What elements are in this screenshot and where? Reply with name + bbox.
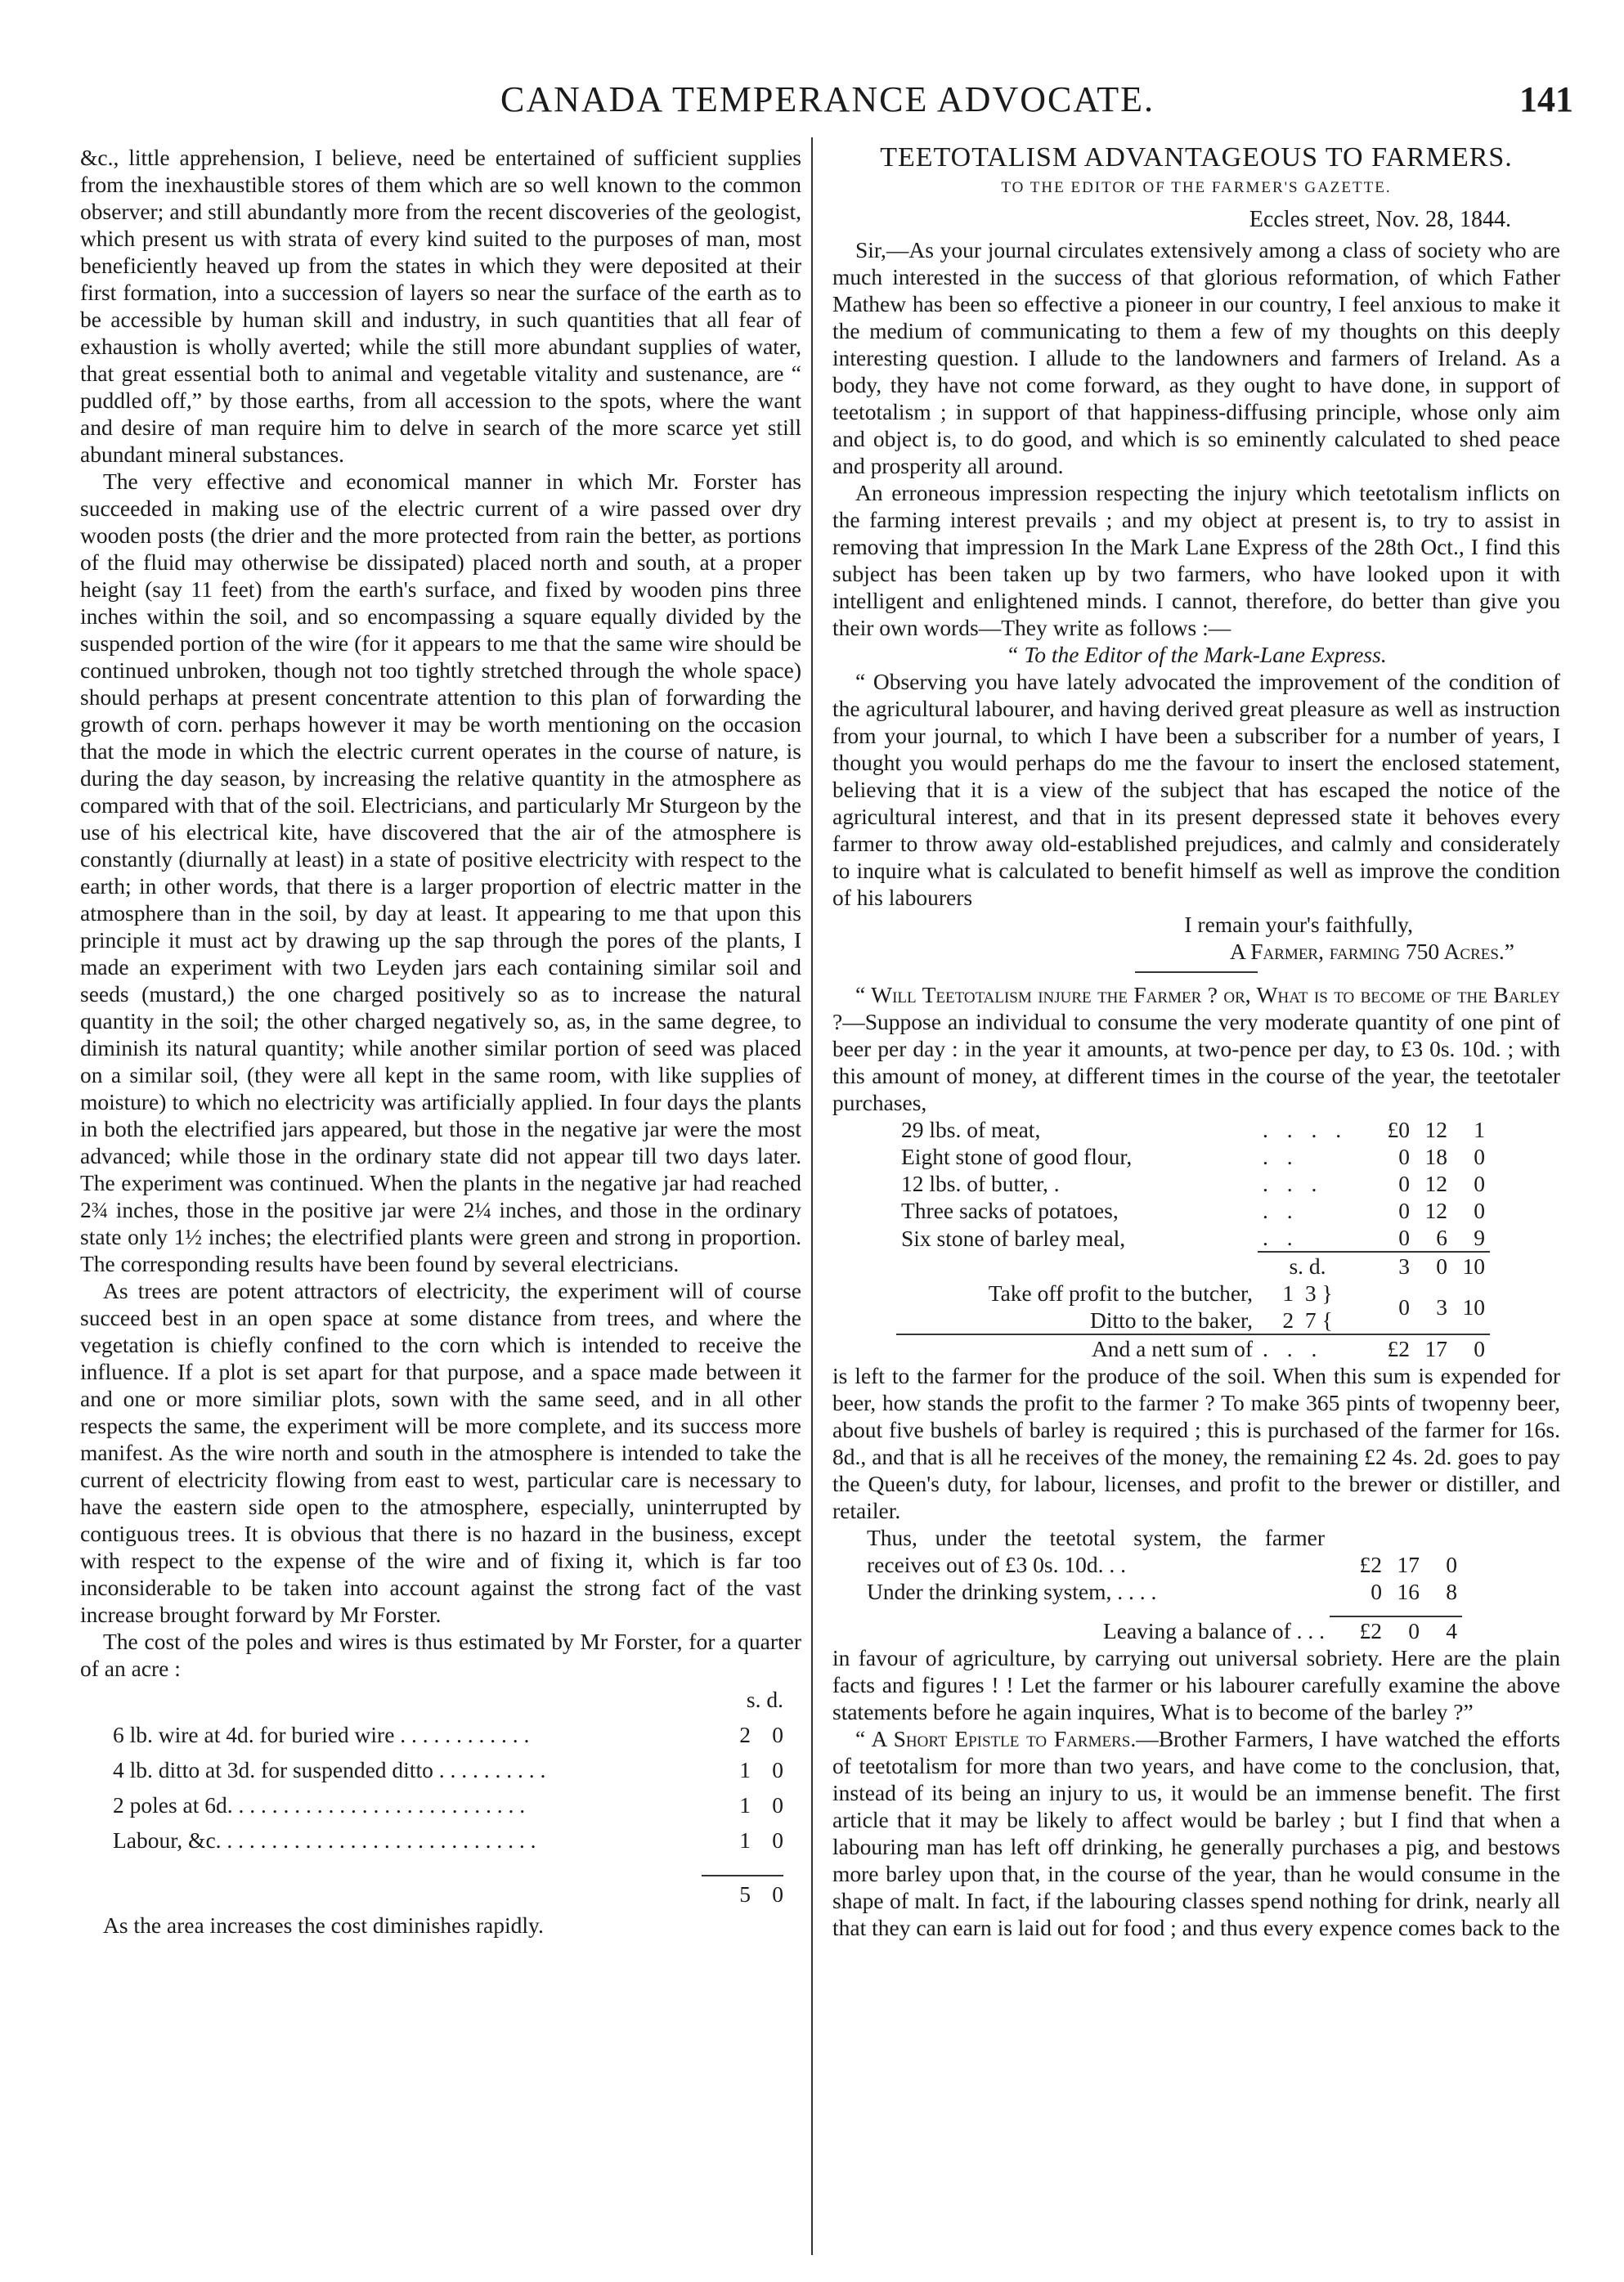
paragraph: An erroneous impression respecting the injury which teetotalism inflicts on the farming interest prevails ; and my object at present is, to try to assist in removing that impression In the Mark Lane Express of the 28th Oct., I find this subject has been taken up by two farmers, who have looked upon it with intelligent and enlightened minds. I cannot, therefore, do better than give you their own words—They write as follows :— [832,480,1560,640]
paragraph: &c., little apprehension, I believe, need be entertained of sufficient supplies from the inexhaustible stores of them which are so well known to the common observer; and still abundantly more from the recent discoveries of the geologist, which present us with strata of every kind suited to the purposes of man, most beneficiently heaved up from the states in which they were deposited at their first formation, into a succession of layers so near the surface of the earth as to be accessible by human skill and industry, in such quantities that all fear of exhaustion is wholly averted; while the still more abundant supplies of water, that great essential both to animal and vegetable vitality and sustenance, are “ puddled off,” by those earths, from all accession to the spots, where the want and desire of man require him to delve in search of the more scarce yet still abundant mineral substances. [80,145,801,467]
butcher-label: Take off profit to the butcher, [988,1280,1253,1306]
cost-table [113,1682,783,1912]
balance-l: £2 [1359,1618,1382,1643]
paragraph: As trees are potent attractors of electricity, the experiment will of course succeed best in an open space at some distance from trees, and where the vegetation is chiefly confined to the corn which is intended to receive the influence. If a plot is set apart for that purpose, and a space made between it and one or more similiar plots, sown with the same seed, and in all other respects the same, the experiment will be more complete, and its success more manifest. As the wire north and south in the atmosphere is intended to take the current of electricity flowing from east to west, particular care is necessary to have the eastern side open to the atmosphere, especially, uninterrupted by contiguous trees. It is obvious that there is no hazard in the business, except with respect to the expense of the wire and of fixing it, which is far too inconsiderable to be taken into account against the strong fact of the vast increase brought forward by Mr Forster. [80,1278,801,1627]
cost-row [113,1717,783,1752]
cost-s: 2 [739,1722,751,1747]
comparison-d: 8 [1446,1579,1457,1604]
baker-d: 7 [1304,1307,1317,1333]
page-header [82,78,1573,128]
ledger-dots: . . . [1263,1171,1324,1196]
ledger-s: 12 [1424,1117,1447,1142]
ledger-item: 29 lbs. of meat, [901,1117,1041,1142]
dateline: Eccles street, Nov. 28, 1844. [1249,207,1511,232]
ledger-subtotal-row [896,1252,1490,1280]
ledger-s: 6 [1436,1225,1447,1250]
ledger-row [896,1197,1490,1224]
paragraph [832,1725,1560,1941]
running-title: CANADA TEMPERANCE ADVOCATE. [500,79,1155,119]
purchases-table [896,1116,1490,1362]
paragraph: As the area increases the cost diminishes rapidly. [103,1912,544,1938]
column-divider [811,137,813,2255]
deduction-d: 10 [1462,1293,1485,1320]
butcher-d: 3 [1304,1280,1317,1306]
ledger-row [896,1224,1490,1252]
comparison-d: 0 [1446,1552,1457,1577]
baker-s: 2 [1282,1307,1294,1333]
paragraph [832,981,1560,1116]
nett-label: And a nett sum of [1091,1336,1253,1361]
ledger-l: 0 [1398,1144,1410,1169]
paragraph: The cost of the poles and wires is thus estimated by Mr Forster, for a quarter of an acre : [80,1629,801,1681]
cost-header: s. d. [746,1687,783,1712]
cost-s: 1 [739,1757,751,1782]
ledger-d: 0 [1474,1144,1485,1169]
ledger-l: 0 [1398,1198,1410,1223]
nett-l: £2 [1387,1336,1410,1361]
ledger-s: 18 [1424,1144,1447,1169]
ledger-d: 0 [1474,1198,1485,1223]
comparison-l: £2 [1359,1552,1382,1577]
cost-row [113,1787,783,1822]
comparison-row [862,1578,1462,1605]
comparison-s: 16 [1397,1579,1420,1604]
cost-total-s: 5 [702,1876,751,1912]
paragraph-body: —Suppose an individual to consume the very moderate quantity of one pint of beer per day : in the year it amounts, at two-pence per day, to £3 0s. 10d. ; with this amount of money, at different times in the course of the year, the teetotaler purchases, [832,1009,1560,1115]
cost-d: 0 [772,1792,783,1818]
signature: A Farmer, farming 750 Acres.” [1230,939,1514,964]
ledger-d: 0 [1474,1171,1485,1196]
comparison-row [862,1524,1462,1578]
cost-d: 0 [772,1722,783,1747]
comparison-item: Thus, under the teetotal system, the farmer receives out of £3 0s. 10d. . . [867,1525,1325,1577]
ledger-d: 1 [1474,1117,1485,1142]
paragraph-body: —Brother Farmers, I have watched the efforts of teetotalism for more than two years, and have come to the conclusion, that, instead of its being an injury to us, it would be an immense benefit. The first article that it may be likely to affect would be barley ; but I find that when a labouring man has left off drinking, he generally purchases a pig, and bestows more barley upon that, in the course of the year, than he would consume in the shape of malt. In fact, if the labouring classes spend nothing for drink, nearly all that they can earn is laid out for food ; and thus every expence comes back to the [832,1726,1560,1940]
ledger-s: 12 [1424,1171,1447,1196]
cost-item: 6 lb. wire at 4d. for buried wire . . . . . . . . . . . . [113,1722,530,1747]
cost-item: Labour, &c. . . . . . . . . . . . . . . . . . . . . . . . . . . . . [113,1827,536,1853]
nett-dots: . . . [1263,1336,1324,1361]
ledger-item: Six stone of barley meal, [901,1225,1126,1251]
baker-label: Ditto to the baker, [1090,1307,1253,1333]
sign-off: I remain your's faithfully, [1184,912,1413,937]
ledger-dots: . . [1263,1198,1299,1223]
ledger-row [896,1170,1490,1197]
ledger-row [896,1143,1490,1170]
cost-item: 4 lb. ditto at 3d. for suspended ditto . . . . . . . . . . [113,1757,546,1782]
article-subtitle: TO THE EDITOR OF THE FARMER'S GAZETTE. [1001,179,1392,196]
ledger-item: 12 lbs. of butter, . [901,1171,1060,1196]
cost-s: 1 [739,1827,751,1853]
ledger-subtotal-l: 3 [1357,1252,1415,1280]
left-column [80,144,801,1939]
ledger-s: 12 [1424,1198,1447,1223]
balance-s: 0 [1408,1618,1420,1643]
paragraph: is left to the farmer for the produce of the soil. When this sum is expended for beer, how stands the profit to the farmer ? To make 365 pints of twopenny beer, about five bushels of barley is required ; this is purchased of the farmer for 16s. 8d., and that is all he receives of the money, the remaining £2 4s. 2d. goes to pay the Queen's duty, for labour, licenses, and profit to the brewer or distiller, and retailer. [832,1363,1560,1523]
paragraph: Sir,—As your journal circulates extensively among a class of society who are much interested in the success of that glorious reformation, of which Father Mathew has been so effective a pioneer in our country, I feel anxious to make it the medium of communicating to them a few of my thoughts on this deeply interesting question. I allude to the landowners and farmers of Ireland. As a body, they have not come forward, as they ought to have done, in support of teetotalism ; in support of that happiness-diffusing principle, whose only aim and object is, to do good, and which is so eminently calculated to shed peace and prosperity all around. [832,237,1560,478]
comparison-l: 0 [1371,1579,1382,1604]
ledger-subtotal-s: 0 [1415,1252,1452,1280]
ledger-row [896,1116,1490,1143]
cost-row [113,1822,783,1858]
comparison-s: 17 [1397,1552,1420,1577]
cost-s: 1 [739,1792,751,1818]
comparison-item: Under the drinking system, . . . . [867,1579,1157,1604]
paragraph: in favour of agriculture, by carrying out universal sobriety. Here are the plain facts and figures ! ! Let the farmer or his labourer carefully examine the above statements before he again inquires, What is to become of the barley ?” [832,1645,1560,1724]
ledger-l: 0 [1398,1171,1410,1196]
ledger-nett-row [896,1335,1490,1362]
cost-header-row [113,1682,783,1717]
ledger-subtotal-d: 10 [1452,1252,1490,1280]
deduction-l: 0 [1398,1293,1410,1320]
comparison-table [862,1524,1462,1644]
ledger-dots: . . [1263,1144,1299,1169]
ledger-l: £0 [1387,1117,1410,1142]
ledger-dots: . . [1263,1225,1299,1250]
nett-d: 0 [1474,1336,1485,1361]
balance-d: 4 [1446,1618,1457,1643]
cost-item: 2 poles at 6d. . . . . . . . . . . . . . . . . . . . . . . . . . . [113,1792,526,1818]
ledger-d: 9 [1474,1225,1485,1250]
paragraph-lead: “ Will Teetotalism injure the Farmer ? or, What is to become of the Barley ? [832,982,1560,1034]
deduction-s: 3 [1436,1293,1447,1320]
ledger-sd-label: s. d. [1258,1252,1357,1280]
salutation-heading: “ To the Editor of the Mark-Lane Express. [1006,642,1387,667]
article-title: TEETOTALISM ADVANTAGEOUS TO FARMERS. [880,142,1513,173]
cost-total-row [113,1876,783,1912]
cost-row [113,1752,783,1787]
cost-d: 0 [772,1757,783,1782]
cost-total-d: 0 [751,1876,783,1912]
paragraph: The very effective and economical manner in which Mr. Forster has succeeded in making use of the electric current of a wire passed over dry wooden posts (the drier and the more protected from rain the better, as portions of the fluid may otherwise be dissipated) placed north and south, at a proper height (say 11 feet) from the earth's surface, and fixed by wooden pins three inches within the soil, and so encompassing a square equally divided by the suspended portion of the wire (for it appears to me that the same wire should be continued unbroken, though not too tightly stretched through the whole space) should perhaps at present concentrate attention to this plan of forwarding the growth of corn. perhaps however it may be worth mentioning on the occasion that the mode in which the electric current operates in the course of nature, is during the day season, by increasing the relative quantity in the atmosphere as compared with that of the soil. Electricians, and particularly Mr Sturgeon by the use of his electrical kite, have discovered that the air of the atmosphere is constantly (diurnally at least) in a state of positive electricity with respect to the earth; in other words, that there is a larger proportion of electric matter in the atmosphere than in the soil, by day at least. It appearing to me that upon this principle it must act by drawing up the sap through the pores of the plants, I made an experiment with two Leyden jars each containing similar soil and seeds (mustard,) the one charged positively so as to increase the natural quantity in the soil; the other charged negatively so, as, in the same degree, to diminish its natural quantity; while another similar portion of seed was placed on a similar soil, (they were all kept in the same room, with like supplies of moisture) to which no electricity was artificially applied. In four days the plants in both the electrified jars appeared, but those in the negative jar were the most advanced; while those in the ordinary state did not appear till two days later. The experiment was continued. When the plants in the negative jar had reached 2¾ inches, those in the positive jar were 2¼ inches, and those in the ordinary state only 1½ inches; the electrified plants were green and strong in proportion. The corresponding results have been found by several electricians. [80,469,801,1276]
balance-row [862,1616,1462,1644]
ledger-item: Eight stone of good flour, [901,1144,1133,1169]
ledger-deduction-row: Ditto to the baker, 2 7 { [896,1307,1490,1334]
page-number: 141 [1519,79,1573,119]
nett-s: 17 [1424,1336,1447,1361]
balance-label: Leaving a balance of . . . [1102,1617,1325,1643]
ledger-l: 0 [1398,1225,1410,1250]
ledger-dots: . . . . [1263,1117,1348,1142]
cost-d: 0 [772,1827,783,1853]
paragraph: “ Observing you have lately advocated the improvement of the condition of the agricultural labourer, and having derived great pleasure as well as instruction from your journal, to which I have been a subscriber for a number of years, I thought you would perhaps do me the favour to insert the enclosed statement, believing that it is a view of the subject that has escaped the notice of the agricultural interest, and that in its present depressed state it behoves every farmer to throw away old-established prejudices, and calmly and considerately to inquire what is calculated to benefit himself as well as improve the condition of his labourers [832,669,1560,910]
ledger-deduction-row: Take off profit to the butcher, 1 3 } 0 3 10 [896,1280,1490,1307]
separator-rule [1135,971,1258,973]
butcher-s: 1 [1282,1280,1294,1306]
ledger-item: Three sacks of potatoes, [901,1198,1119,1223]
right-column [832,144,1560,1941]
paragraph-lead: “ A Short Epistle to Farmers. [855,1726,1137,1751]
